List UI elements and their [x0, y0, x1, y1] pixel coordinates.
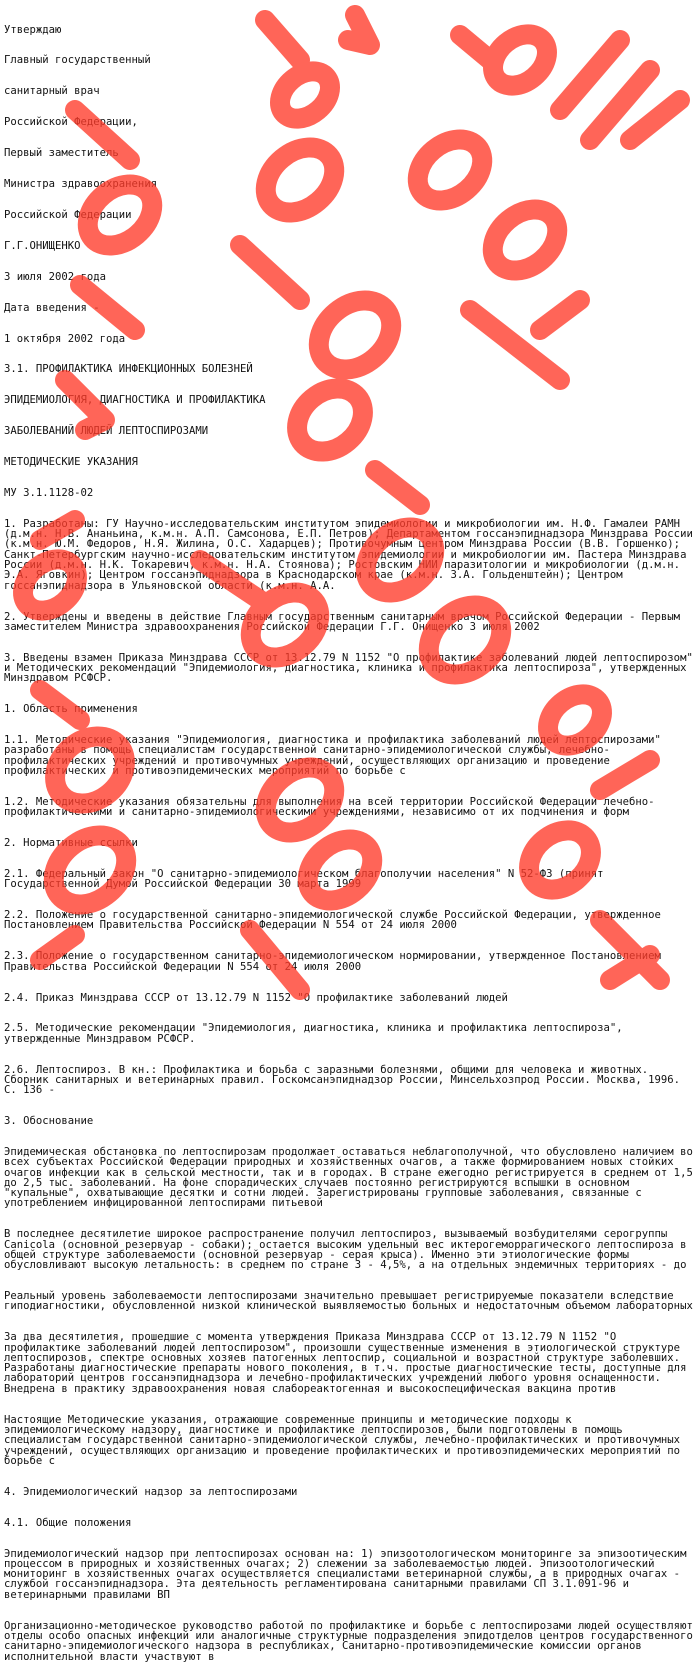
approver-name: Г.Г.ОНИЩЕНКО [4, 239, 81, 252]
paragraph: 1.2. Методические указания обязательны для выполнения на всей территории Российской Федерации лечебно-профилактическими и санитарно-эпидемиологическими учреждениями, независимо от их подчинения и форм [4, 795, 655, 819]
paragraph: Реальный уровень заболеваемости лептоспирозами значительно превышает регистрируемые показатели вследствие гиподиагностики, обусловленной низкой клинической выявляемостью больных и недостаточным объемом лабораторных [4, 1290, 693, 1313]
approver-title-line: Первый заместитель [4, 147, 119, 160]
approval-date: 3 июля 2002 года [4, 270, 107, 283]
approver-title-line: санитарный врач [4, 85, 100, 98]
approval-heading: Утверждаю [4, 23, 62, 36]
document-type: МЕТОДИЧЕСКИЕ УКАЗАНИЯ [4, 456, 138, 469]
approver-title-line: Главный государственный [4, 54, 151, 67]
paragraph: За два десятилетия, прошедшие с момента утверждения Приказа Минздрава СССР от 13.12.79 N 1152 "О профилактике заболеваний людей лептоспирозом", произошли существенные изменения в этиологической структуре лептоспирозов, спектре основных хозяев патогенных лептоспир, социальной и возрастной структуре заболевших. Разработаны диагностические препараты нового поколения, в т.ч. простые диагностические тесты, доступные для лабораторий центров госсанэпиднадзора и лечебно-профилактических учреждений любого уровня оснащенности. Внедрена в практику здравоохранения новая слабореактогенная и высокоспецифическая вакцина против [4, 1331, 693, 1395]
paragraph: Эпидемическая обстановка по лептоспирозам продолжает оставаться неблагополучной, что обусловлено наличием во всех субъектах Российской Федерации природных и хозяйственных очагов, а также формированием новых стойких очагов инфекции как в сельской местности, так и в городах. В стране ежегодно регистрируется в среднем от 1,5 до 2,5 тыс. заболеваний. На фоне спорадических случаев постоянно регистрируются вспышки в основном "купальные", охватывающие десятки и сотни людей. Зарегистрированы групповые заболевания, связанные с употреблением инфицированной лептоспирами питьевой [4, 1145, 700, 1210]
section-title: 3.1. ПРОФИЛАКТИКА ИНФЕКЦИОННЫХ БОЛЕЗНЕЙ [4, 363, 253, 376]
subsection-heading: 4.1. Общие положения [4, 1516, 132, 1529]
section-heading: 4. Эпидемиологический надзор за лептоспирозами [4, 1485, 298, 1498]
paragraph: Эпидемиологический надзор при лептоспирозах основан на: 1) эпизоотологическом мониторинге за эпизоотическим процессом в природных и хозяйственных очагах; 2) слежении за заболеваемостью людей. Эпизоотологический мониторинг в хозяйственных очагах осуществляется специалистами ветеринарной службы, а в природных очагах - службой госсанэпиднадзора. Эта деятельность регламентирована санитарными правилами СП 3.1.091-96 и ветеринарными правилами ВП [4, 1547, 693, 1601]
paragraph: В последнее десятилетие широкое распространение получил лептоспироз, вызываемый возбудителями серогруппы Canicola (основной резервуар - собаки); остается высоким удельный вес иктерогеморрагического лептоспироза в общей структуре заболеваемости (основной резервуар - серая крыса). Именно эти этиологические формы обусловливают высокую летальность: в среднем по стране 3 - 4,5%, а на отдельных эндемичных территориях - до [4, 1228, 693, 1272]
paragraph: 2.3. Положение о государственном санитарно-эпидемиологическом нормировании, утвержденное Постановлением Правительства Российской Федерации N 554 от 24 июля 2000 [4, 950, 668, 973]
paragraph: 2. Утверждены и введены в действие Главным государственным санитарным врачом Российской Федерации - Первым заместителем Министра здравоохранения Российской Федерации Г.Г. Онищенко 3 июля 2002 [4, 610, 687, 633]
document-text [4, 4, 700, 1672]
effective-date: 1 октября 2002 года [4, 332, 126, 345]
paragraph: Настоящие Методические указания, отражающие современные принципы и методические подходы к эпидемиологическому надзору, диагностике и профилактике лептоспирозов, были подготовлены в помощь специалистам государственной санитарно-эпидемиологической службы, лечебно-профилактических и противочумных учреждений, осуществляющих организацию и проведение профилактических и противоэпидемических мероприятий по борьбе с [4, 1413, 687, 1467]
section-heading: 2. Нормативные ссылки [4, 837, 138, 850]
approver-title-line: Российской Федерации [4, 208, 132, 221]
paragraph: 2.4. Приказ Минздрава СССР от 13.12.79 N 1152 "О профилактике заболеваний людей [4, 991, 508, 1004]
effective-date-label: Дата введения - [4, 301, 100, 314]
paragraph: 1. Разработаны: ГУ Научно-исследовательским институтом эпидемиологии и микробиологии им. Н.Ф. Гамалеи РАМН (д.м.н. Н.В. Ананьина, к.м.н. А.П. Самсонова, Е.П. Петров); Департаментом госсанэпиднадзора Минздрава России (к.м.н. Ю.М. Федоров, Н.Я. Жилина, О.С. Хадарцев); Противочумным центром Минздрава России (В.В. Горшенко); Санкт-Петербургским научно-исследовательским институтом эпидемиологии и микробиологии им. Пастера Минздрава России (д.м.н. Н.К. Токаревич, к.м.н. Н.А. Стоянова); Ростовским НИИ паразитологии и микробиологии (д.м.н. Э.А. Яговкин); Центром госсанэпиднадзора в Краснодарском крае (к.м.н. З.А. Гольденштейн); Центром госсанэпиднадзора в Ульяновской области (к.м.н. А.А. [4, 517, 700, 592]
paragraph: 3. Введены взамен Приказа Минздрава СССР от 13.12.79 N 1152 "О профилактике заболеваний людей лептоспирозом" и Методических рекомендаций "Эпидемиология, диагностика, клиника и профилактика лептоспироза", утвержденных Минздравом РСФСР. [4, 651, 700, 685]
section-heading: 1. Область применения [4, 703, 138, 716]
paragraph: 2.1. Федеральный закон "О санитарно-эпидемиологическом благополучии населения" N 52-ФЗ (принят Государственной Думой Российской Федерации 30 марта 1999 [4, 867, 610, 891]
paragraph: 2.5. Методические рекомендации "Эпидемиология, диагностика, клиника и профилактика лептоспироза", утвержденные Минздравом РСФСР. [4, 1022, 630, 1045]
document-title: ЭПИДЕМИОЛОГИЯ, ДИАГНОСТИКА И ПРОФИЛАКТИКА [4, 394, 266, 407]
paragraph: 2.2. Положение о государственной санитарно-эпидемиологической службе Российской Федерации, утвержденное Постановлением Правительства Российской Федерации N 554 от 24 июля 2000 [4, 909, 668, 932]
paragraph: Организационно-методическое руководство работой по профилактике и борьбе с лептоспирозами людей осуществляют отделы особо опасных инфекций или аналогичные структурные подразделения эпидотделов центров государственного санитарно-эпидемиологического надзора в республиках, Санитарно-противоэпидемические комиссии органов исполнительной власти участвуют в [4, 1619, 700, 1663]
paragraph: 1.1. Методические указания "Эпидемиология, диагностика и профилактика заболеваний людей лептоспирозами" разработаны в помощь специалистам государственной санитарно-эпидемиологической службы, лечебно-профилактических учреждений и противочумных учреждений, осуществляющих организацию и проведение профилактических и противоэпидемических мероприятий по борьбе с [4, 734, 668, 777]
section-heading: 3. Обоснование [4, 1115, 94, 1128]
paragraph: 2.6. Лептоспироз. В кн.: Профилактика и борьба с заразными болезнями, общими для человека и животных. Сборник санитарных и ветеринарных правил. Госкомсанэпиднадзор России, Минсельхозпрод России. Москва, 1996. С. 136 - [4, 1063, 687, 1097]
document-title: ЗАБОЛЕВАНИЙ ЛЮДЕЙ ЛЕПТОСПИРОЗАМИ [4, 425, 209, 438]
approver-title-line: Министра здравоохранения [4, 178, 158, 191]
document-number: МУ 3.1.1128-02 [4, 486, 94, 499]
approver-title-line: Российской Федерации, [4, 116, 138, 129]
